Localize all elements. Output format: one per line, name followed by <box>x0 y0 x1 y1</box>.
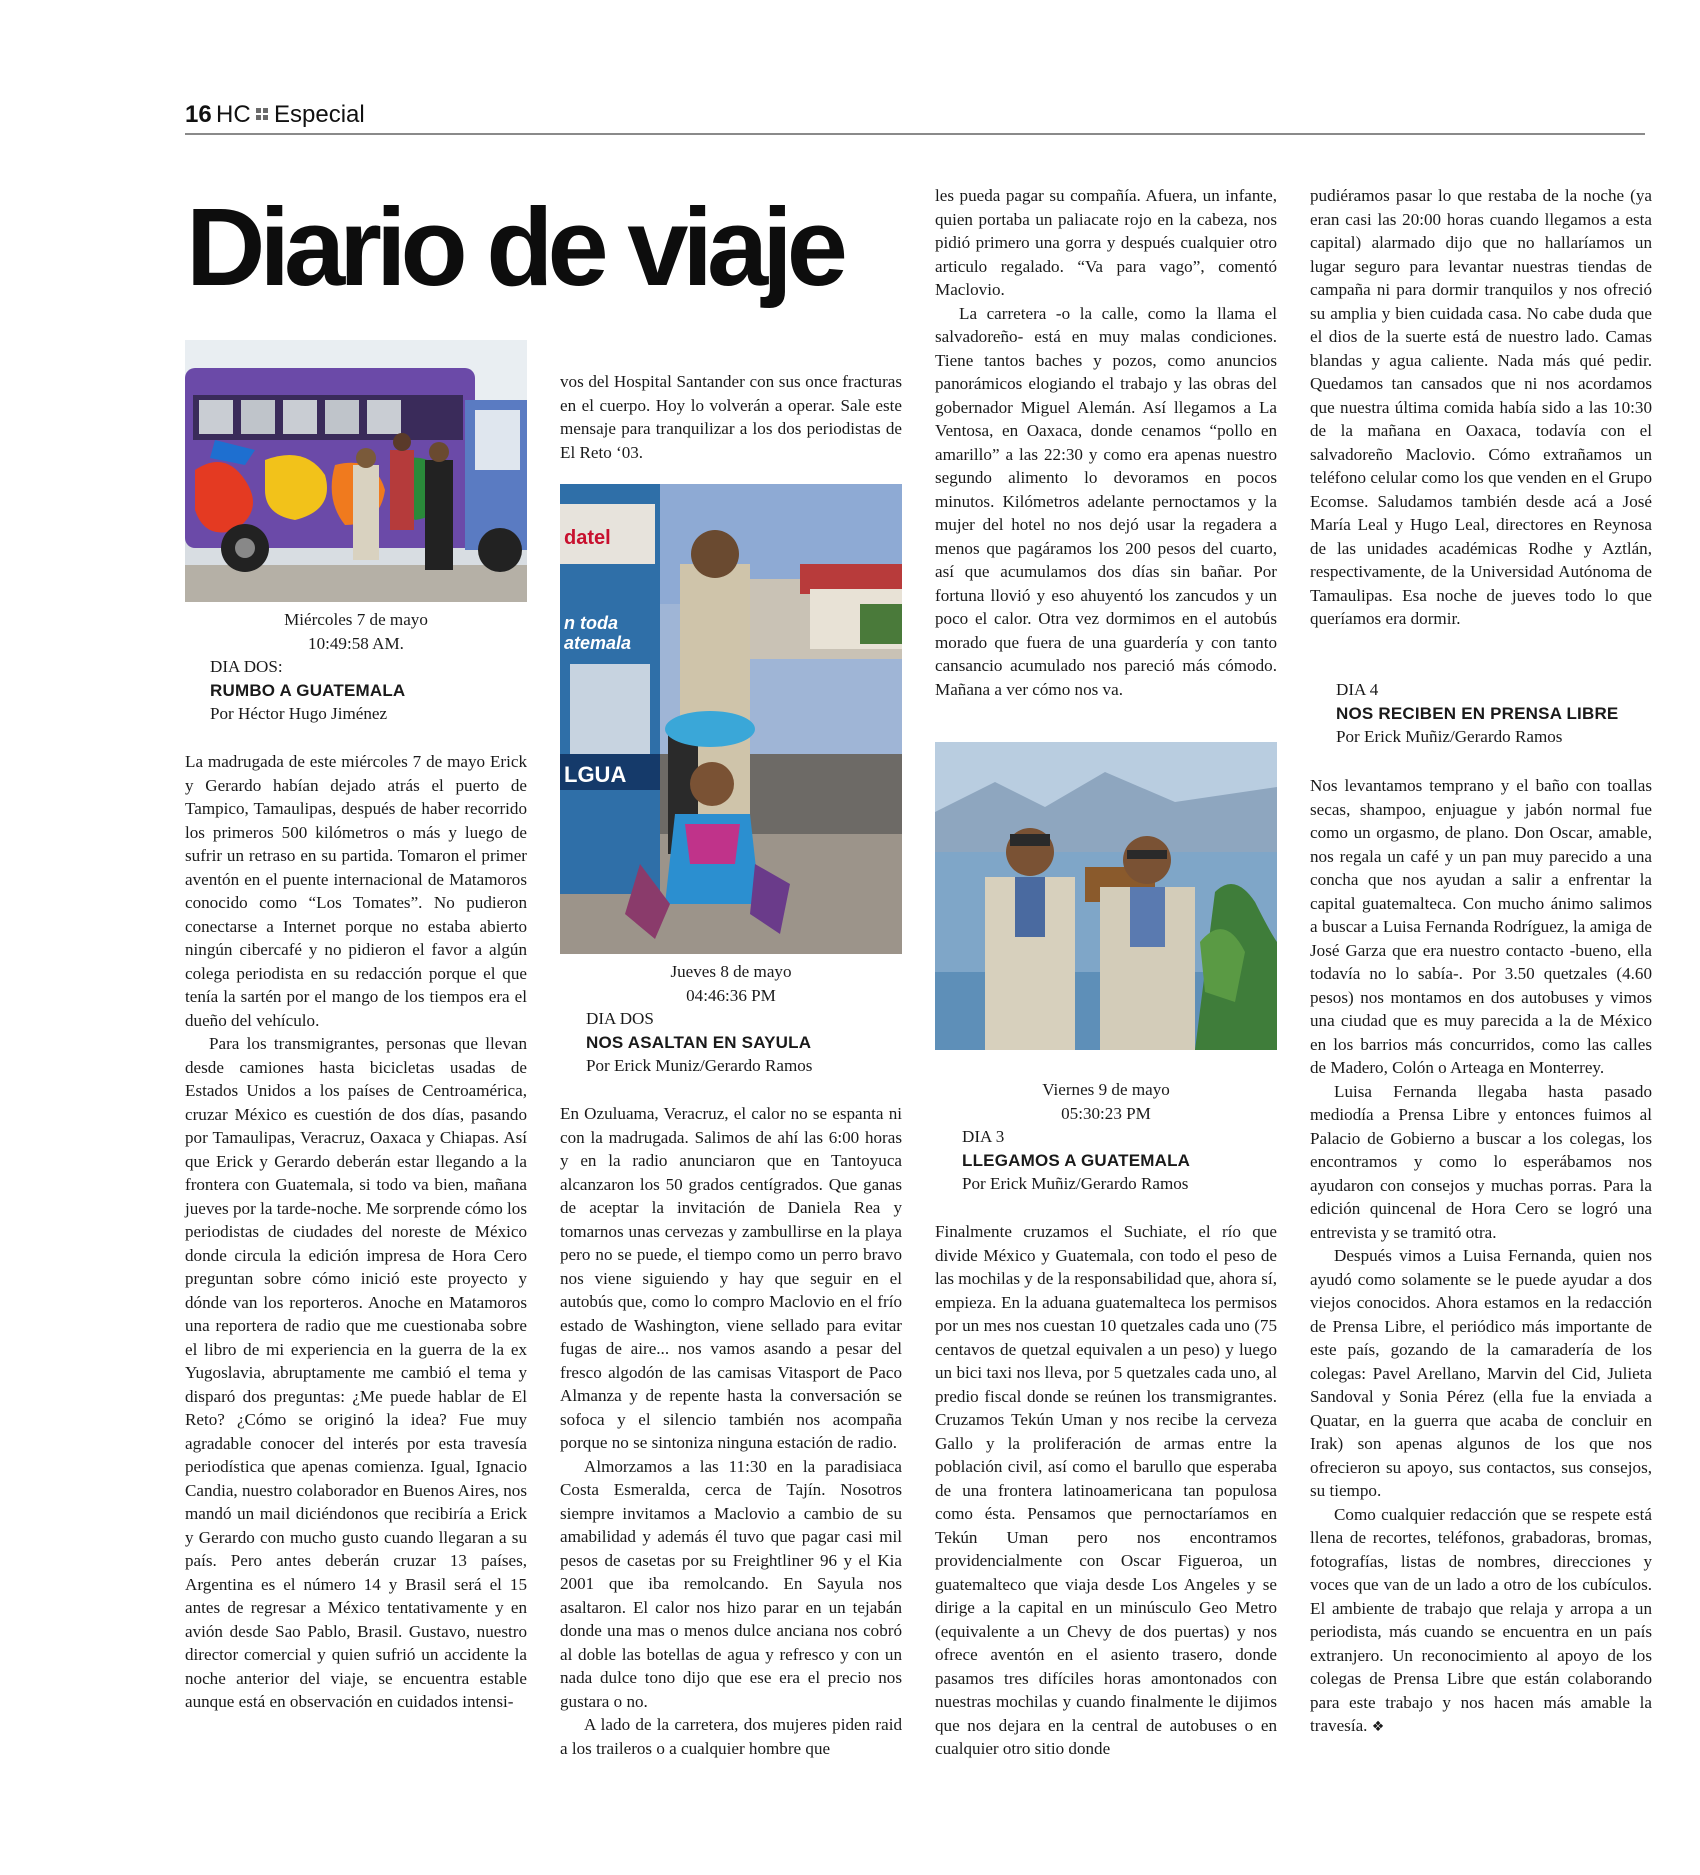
photo-caption-3 <box>935 1078 1277 1125</box>
sign-text: atemala <box>564 633 632 653</box>
day-label: DIA 4 <box>1336 680 1379 699</box>
section-heading-1 <box>210 655 530 726</box>
text-column-4-top <box>1310 184 1652 631</box>
section-heading-2 <box>586 1007 906 1078</box>
photo-caption-1 <box>185 608 527 655</box>
caption-time: 04:46:36 PM <box>686 985 776 1005</box>
byline: Por Erick Muniz/Gerardo Ramos <box>586 1056 813 1075</box>
photo-caption-2 <box>560 960 902 1007</box>
subheading: NOS ASALTAN EN SAYULA <box>586 1032 812 1052</box>
day-label: DIA DOS <box>586 1009 654 1028</box>
page-header <box>185 101 1645 135</box>
section-heading-4 <box>1336 678 1656 749</box>
paragraph: En Ozuluama, Veracruz, el calor no se espanta ni con la madrugada. Salimos de ahí las 6:00 horas y en la radio anunciaron que en Tantoyuca alcanzaron los 50 grados centígrados. Que ganas de aceptar la invitación de Daniela Rea y tomarnos unas cervezas y zambullirse en la playa pero no se puede, el tiempo como un perro bravo nos viene siguiendo y hay que seguir en el autobús que, como lo compro Maclovio en el frío estado de Washington, viene sellado para evitar fugas de aire... nos vamos asando a pesar del fresco algodón de las camisas Vitasport de Paco Almanza y de repente hasta la conversación se sofoca y el silencio también nos acompaña porque no se sintoniza ninguna estación de radio. <box>560 1104 902 1452</box>
photo-street-vendor <box>560 484 902 954</box>
section-heading-3 <box>962 1125 1282 1196</box>
paragraph: A lado de la carretera, dos mujeres piden raid a los traileros o a cualquier hombre que <box>560 1715 902 1758</box>
caption-time: 05:30:23 PM <box>1061 1103 1151 1123</box>
photo-two-journalists <box>935 742 1277 1050</box>
text-column-1 <box>185 750 527 1714</box>
paragraph: La madrugada de este miércoles 7 de mayo Erick y Gerardo habían dejado atrás el puerto de Tampico, Tamaulipas, después de haber recorrido los primeros 500 kilómetros o más y luego de sufrir un retraso en su partida. Tomaron el primer aventón en el puente internacional de Matamoros conocido como “Los Tomates”. No pudieron conectarse a Internet porque no estaba abierto ningún cibercafé y no pidieron el favor a algún colega periodista en su redacción porque el que tenía la sartén por el mango de los tiempos era el dueño del vehículo. <box>185 752 527 1030</box>
paragraph: pudiéramos pasar lo que restaba de la noche (ya eran casi las 20:00 horas cuando llegamos a esta capital) alarmado dijo que no hallaríamos un lugar seguro para levantar nuestras tiendas de campaña ni para dormir tranquilos y nos ofreció su amplia y bien cuidada casa. No cabe duda que el dios de la suerte está de nuestro lado. Camas blandas y agua caliente. Nada más qué pedir. Quedamos tan cansados que ni nos acordamos que nuestra última comida había sido a las 10:30 de la mañana en Oaxaca, todavía con el salvadoreño Maclovio. Cómo extrañamos un teléfono celular como los que venden en el Grupo Ecomse. Saludamos también desde acá a José María Leal y Hugo Leal, directores en Reynosa de las unidades académicas Rodhe y Aztlán, respectivamente, de la Universidad Autónoma de Tamaulipas. Esa noche de jueves todo lo que queríamos era dormir. <box>1310 186 1652 628</box>
sign-text: n toda <box>564 613 618 633</box>
paragraph: Nos levantamos temprano y el baño con toallas secas, shampoo, enjuague y jabón normal fue como un orgasmo, de plano. Don Oscar, amable, nos regala un café y un pan muy parecido a una concha que nos ayudan a salir a enfrentar la capital guatemalteca. Con mucho ánimo salimos a buscar a Luisa Fernanda Rodríguez, la amiga de José Garza que era nuestro contacto -bueno, ella todavía no lo sabía-. Por 3.50 quetzales (4.60 pesos) nos montamos en dos autobuses y vimos una ciudad que es muy parecida a la de México en los barrios más concurridos, como las calles de Madero, Colón o Arteaga en Monterrey. <box>1310 776 1652 1077</box>
paragraph: La carretera -o la calle, como la llama el salvadoreño- está en muy malas condiciones. Tiene tantos baches y pozos, como anuncios panorámicos elogiando el trabajo y las obras del gobernador Miguel Alemán. Así llegamos a La Ventosa, en Oaxaca, donde cenamos “pollo en amarillo” a las 22:30 y como era apenas nuestro segundo alimento lo devoramos en pocos minutos. Kilómetros adelante pernoctamos y la mujer del hotel no nos dejó usar la regadera a menos que pagáramos los 200 pesos del cuarto, así que acumulamos dos días sin bañar. Por fortuna llovió y eso ahuyentó los zancudos y un poco el calor. Otra vez dormimos en el autobús morado que fuera de una guardería y con tanto cansancio acumulado nos pareció más cómodo. Mañana a ver cómo nos va. <box>935 303 1277 699</box>
paragraph: Después vimos a Luisa Fernanda, quien nos ayudó como solamente se le puede ayudar a dos viejos conocidos. Ahora estamos en la redacción de Prensa Libre, el periódico más importante de este país, gozando de la camaradería de los colegas: Pavel Arellano, Marvin del Cid, Julieta Sandoval y Sonia Pérez (ella fue la enviada a Quatar, en la guerra que acaba de concluir en Irak) son apenas algunos de los que nos ofrecieron su apoyo, sus contactos, sus consejos, su tiempo. <box>1310 1246 1652 1500</box>
paragraph: vos del Hospital Santander con sus once fracturas en el cuerpo. Hoy lo volverán a operar. Sale este mensaje para tranquilizar a los dos periodistas de El Reto ‘03. <box>560 372 902 462</box>
paragraph <box>1310 1503 1652 1740</box>
end-mark-icon: ❖ <box>1371 1719 1385 1735</box>
text-column-3 <box>935 1220 1277 1761</box>
byline: Por Erick Muñiz/Gerardo Ramos <box>962 1174 1189 1193</box>
byline: Por Héctor Hugo Jiménez <box>210 704 388 723</box>
sign-text: LGUA <box>564 762 627 787</box>
subheading: LLEGAMOS A GUATEMALA <box>962 1150 1191 1170</box>
section-name: Especial <box>274 101 365 128</box>
brand-logo: HC <box>216 101 251 128</box>
photo-bus <box>185 340 527 602</box>
byline: Por Erick Muñiz/Gerardo Ramos <box>1336 727 1563 746</box>
paragraph-text: Como cualquier redacción que se respete está llena de recortes, teléfonos, grabadoras, bromas, fotografías, listas de nombres, direcciones y voces que van de un lado a otro de los cubículos. El ambiente de trabajo que relaja y arropa a un periodista, más cuando se encuentra en un país extranjero. Un reconocimiento al apoyo de los colegas de Prensa Libre que están colaborando para este trabajo y nos hacen más amable la travesía. <box>1310 1504 1652 1735</box>
caption-date: Jueves 8 de mayo <box>670 962 792 981</box>
paragraph: Para los transmigrantes, personas que llevan desde camiones hasta bicicletas usadas de Estados Unidos a los países de Centroamérica, cruzar México es cuestión de dos días, pasando por Tamaulipas, Veracruz, Oaxaca y Chiapas. Así que Erick y Gerardo deberán estar llegando a la frontera con Guatemala, si todo va bien, mañana jueves por la tarde-noche. Me sorprende cómo los periodistas de ciudades del noreste de México donde circula la edición impresa de Hora Cero preguntan sobre cómo inició este proyecto y dónde van los reporteros. Anoche en Matamoros una reportera de radio que me cuestionaba sobre el libro de mi experiencia en la guerra de la ex Yugoslavia, abruptamente me cambió el tema y disparó dos preguntas: ¿Me puede hablar de El Reto? ¿Cómo se originó la idea? Fue muy agradable conocer del interés por esta travesía periodística que apenas comienza. Igual, Ignacio Candia, nuestro colaborador en Buenos Aires, nos mandó un mail diciéndonos que recibiría a Erick y Gerardo con mucho gusto cuando llegaran a su país. Pero antes deberán cruzar 13 países, Argentina es el número 14 y Brasil será el 15 antes de regresar a México tentativamente y en avión desde Sao Pablo, Brasil. Gustavo, nuestro director comercial y quien sufrió un accidente la noche anterior del viaje, se encuentra estable aunque está en observación en cuidados intensi- <box>185 1034 527 1711</box>
subheading: NOS RECIBEN EN PRENSA LIBRE <box>1336 703 1619 723</box>
article-title: Diario de viaje <box>186 186 842 309</box>
text-column-3-top <box>935 184 1277 701</box>
caption-time: 10:49:58 AM. <box>308 633 404 653</box>
paragraph: Luisa Fernanda llegaba hasta pasado mediodía a Prensa Libre y entonces fuimos al Palacio de Gobierno a buscar a los colegas, los encontramos y como lo esperábamos nos ayudaron con consejos y muchas porras. Para la edición quincenal de Hora Cero se logró una entrevista y se tramitó otra. <box>1310 1081 1652 1242</box>
text-column-2-top <box>560 370 902 464</box>
page-number: 16 <box>185 101 212 128</box>
subheading: RUMBO A GUATEMALA <box>210 680 406 700</box>
paragraph: Almorzamos a las 11:30 en la paradisiaca Costa Esmeralda, cerca de Tajín. Nosotros siempre invitamos a Maclovio a cambio de su amabilidad y además él tuvo que pagar casi mil pesos de casetas por su Freightliner 96 y el Kia 2001 que iba remolcando. En Sayula nos asaltaron. El calor nos hizo parar en un tejabán donde una mas o menos dulce anciana nos cobró al doble las botellas de agua y refresco y con un nada dulce tono dijo que ese era el precio nos gustara o no. <box>560 1456 902 1711</box>
caption-date: Viernes 9 de mayo <box>1042 1080 1170 1099</box>
caption-date: Miércoles 7 de mayo <box>284 610 428 629</box>
text-column-2 <box>560 1102 902 1760</box>
text-column-4 <box>1310 774 1652 1740</box>
paragraph: Finalmente cruzamos el Suchiate, el río que divide México y Guatemala, con todo el peso de las mochilas y de la responsabilidad que, ahora sí, empieza. En la aduana guatemalteca los permisos por un mes nos cuestan 10 quetzales cada uno (75 centavos de quetzal equivalen a un peso) y luego un bici taxi nos lleva, por 5 quetzales cada uno, al predio fiscal donde se reúnen los transmigrantes. Cruzamos Tekún Uman y nos recibe la cerveza Gallo y la proliferación de armas entre la población civil, así como el barullo que esperaba de una frontera latinoamericana tan populosa como ésta. Pensamos que pernoctaríamos en Tekún Uman pero nos encontramos providencialmente con Oscar Figueroa, un guatemalteco que viaja desde Los Angeles y se dirige a la capital en un minúsculo Geo Metro (equivalente a un Chevy de dos puertas) y nos ofrece aventón en el asiento trasero, donde pasamos tres difíciles horas amontonados con nuestras mochilas y cuando finalmente le dijimos que nos dejara en la central de autobuses o en cualquier otro sitio donde <box>935 1222 1277 1758</box>
day-label: DIA DOS: <box>210 657 283 676</box>
paragraph: les pueda pagar su compañía. Afuera, un infante, quien portaba un paliacate rojo en la cabeza, nos pidió primero una gorra y después cualquier otro articulo regalado. “Va para vago”, comentó Maclovio. <box>935 186 1277 299</box>
day-label: DIA 3 <box>962 1127 1005 1146</box>
sign-text: datel <box>564 527 611 549</box>
separator-icon <box>256 108 270 122</box>
